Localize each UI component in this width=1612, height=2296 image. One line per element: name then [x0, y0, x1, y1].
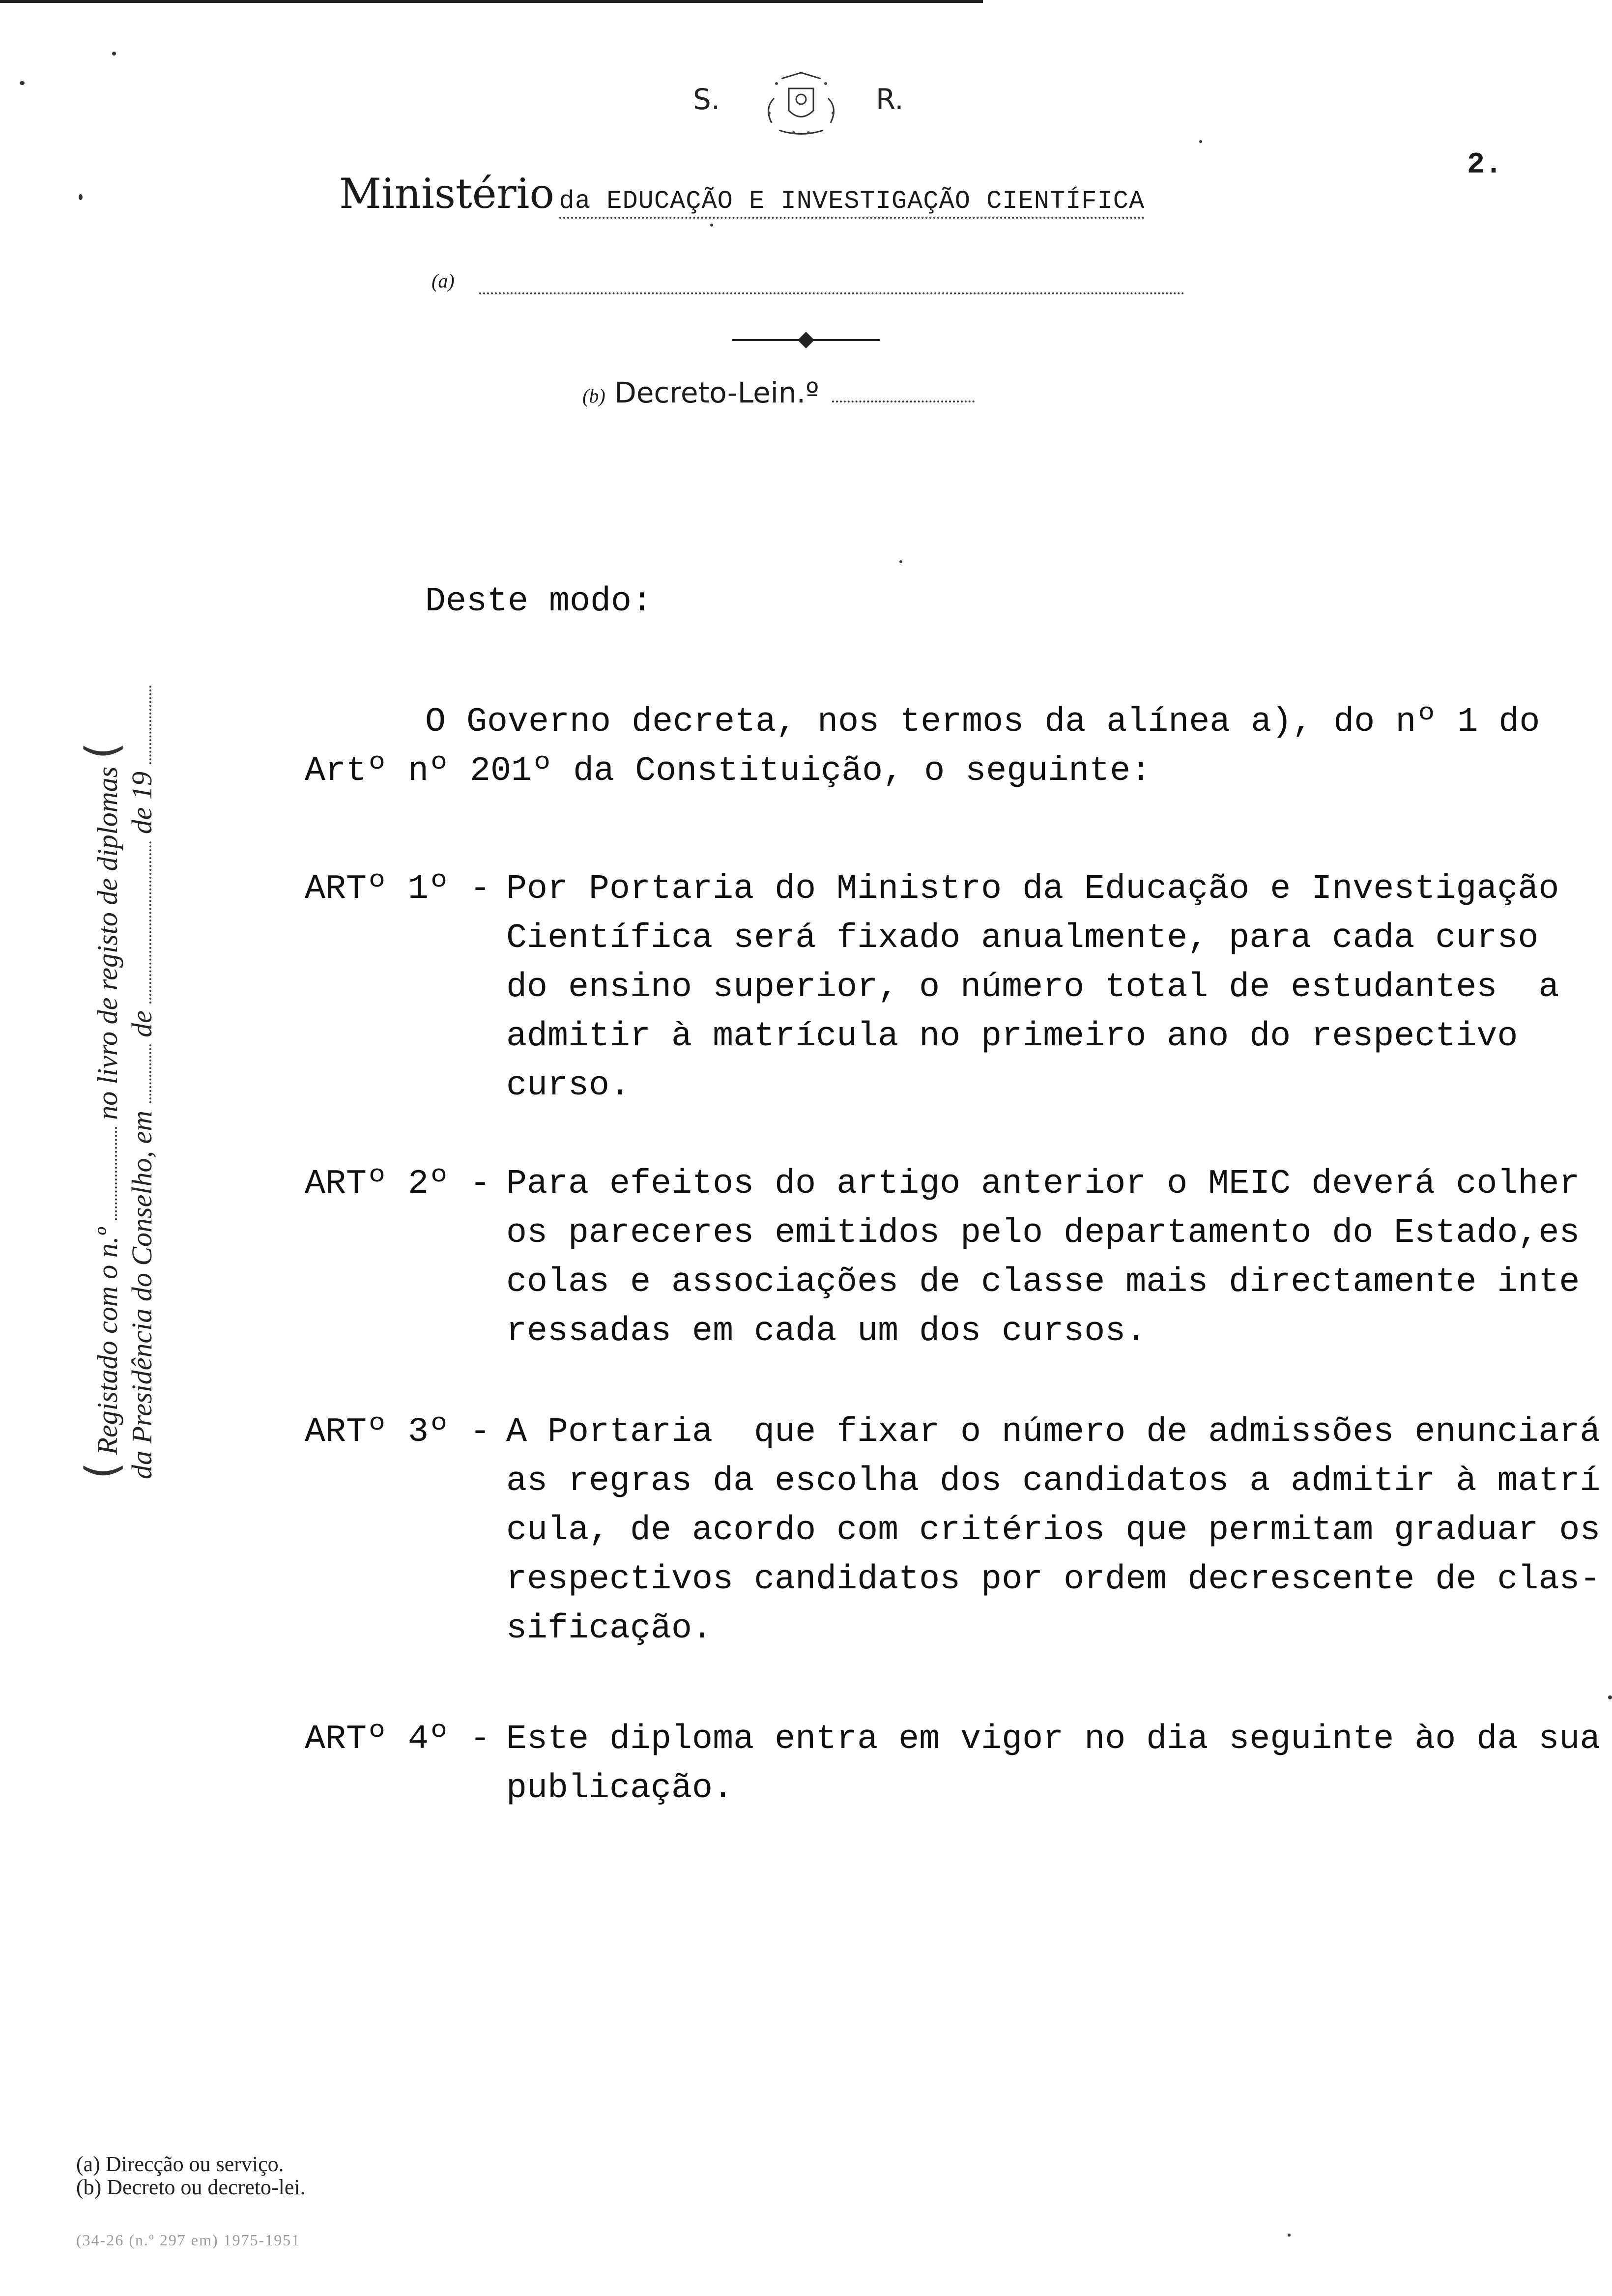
article-label: ARTº 1º -	[305, 870, 491, 909]
article-label: ARTº 2º -	[305, 1165, 491, 1204]
preamble-line: O Governo decreta, nos termos da alínea a), do nº 1 do	[425, 703, 1540, 742]
article-line: do ensino superior, o número total de estudantes a	[506, 968, 1559, 1007]
ministry-name: da EDUCAÇÃO E INVESTIGAÇÃO CIENTÍFICA	[559, 187, 1145, 219]
ministry-heading	[339, 170, 1145, 218]
scan-speck	[899, 560, 902, 563]
margin-year-blank	[149, 686, 151, 764]
separator-diamond-icon	[798, 332, 814, 348]
preamble-line: Artº nº 201º da Constituição, o seguinte:	[305, 752, 1151, 791]
scan-speck	[112, 52, 116, 56]
article-line: curso.	[506, 1066, 631, 1105]
margin-number-blank	[115, 1127, 117, 1220]
margin-de-1: de	[126, 1010, 158, 1037]
article-line: A Portaria que fixar o número de admissões enunciará	[506, 1413, 1601, 1452]
decree-line	[582, 376, 975, 409]
article-line: Este diploma entra em vigor no dia seguinte ào da sua	[506, 1720, 1601, 1759]
margin-book-label: no livro de registo de diplomas	[91, 766, 123, 1120]
footnote-b: (b) Decreto ou decreto-lei.	[76, 2175, 306, 2199]
intro-line: Deste modo:	[425, 582, 653, 621]
footnote-a: (a) Direcção ou serviço.	[76, 2152, 284, 2176]
top-rule	[0, 0, 983, 3]
margin-year-label: de 19	[126, 771, 158, 834]
ministry-word: Ministério	[339, 170, 555, 218]
scan-speck	[1608, 1695, 1612, 1699]
margin-line-1	[76, 742, 128, 1479]
article-line: as regras da escolha dos candidatos a admitir à matrí	[506, 1462, 1601, 1501]
margin-paren-open: (	[76, 1462, 128, 1479]
article-line: Para efeitos do artigo anterior o MEIC deverá colher	[506, 1165, 1580, 1204]
scan-speck	[710, 224, 713, 227]
scan-speck	[20, 81, 25, 85]
decree-number-blank	[832, 401, 975, 402]
article-line: colas e associações de classe mais directamente inte	[506, 1263, 1580, 1302]
article-line: cula, de acordo com critérios que permitam graduar os	[506, 1511, 1601, 1550]
margin-registered-label: Registado com o n.º	[91, 1227, 123, 1455]
field-a-blank	[479, 292, 1184, 294]
article-line: admitir à matrícula no primeiro ano do respectivo	[506, 1017, 1518, 1056]
coat-of-arms-icon	[754, 69, 848, 143]
article-line: Científica será fixado anualmente, para cada curso	[506, 919, 1539, 958]
scan-speck	[79, 194, 83, 200]
article-label: ARTº 3º -	[305, 1413, 491, 1452]
article-line: respectivos candidatos por ordem decrescente de clas-	[506, 1560, 1601, 1599]
article-line: sificação.	[506, 1609, 713, 1648]
article-line: os pareceres emitidos pelo departamento do Estado,es	[506, 1214, 1580, 1253]
header-initial-s: S.	[693, 83, 720, 116]
scan-speck	[1199, 140, 1202, 143]
header-initial-r: R.	[876, 83, 904, 116]
margin-presidency-label: da Presidência do Conselho, em	[126, 1110, 158, 1479]
registration-margin-note	[27, 595, 158, 1479]
print-code: (34-26 (n.º 297 em) 1975-1951	[76, 2231, 301, 2249]
margin-paren-close: (	[76, 742, 128, 760]
article-line: Por Portaria do Ministro da Educação e Investigação	[506, 870, 1559, 909]
page-number: 2.	[1467, 148, 1503, 182]
article-line: publicação.	[506, 1769, 734, 1808]
margin-day-blank	[149, 1044, 151, 1103]
article-label: ARTº 4º -	[305, 1720, 491, 1759]
decree-b-marker: (b)	[582, 385, 605, 407]
margin-month-blank	[149, 841, 151, 1004]
article-line: ressadas em cada um dos cursos.	[506, 1312, 1147, 1351]
field-a-label: (a)	[432, 270, 455, 292]
scan-speck	[1288, 2234, 1291, 2237]
decree-label: Decreto-Lein.º	[614, 376, 819, 409]
margin-line-2	[125, 686, 158, 1479]
